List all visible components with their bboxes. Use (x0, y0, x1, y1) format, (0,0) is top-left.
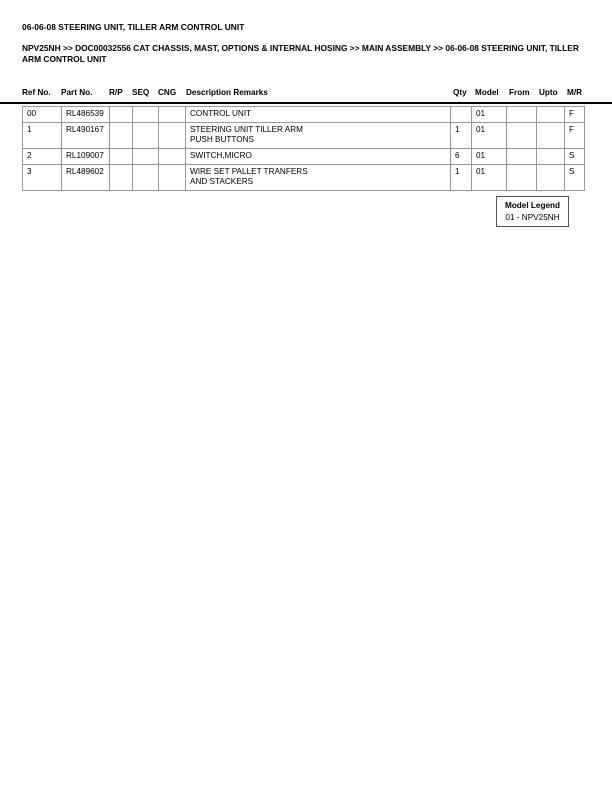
cell-cng (159, 164, 186, 190)
cell-part-no: RL489602 (62, 164, 110, 190)
header-divider (0, 102, 612, 104)
cell-ref-no: 1 (23, 123, 62, 149)
header-description: Description Remarks (186, 88, 268, 97)
cell-cng (159, 107, 186, 123)
cell-qty: 1 (451, 164, 472, 190)
header-from: From (509, 88, 530, 97)
cell-from (507, 107, 537, 123)
cell-qty (451, 107, 472, 123)
cell-upto (537, 164, 565, 190)
parts-table (22, 106, 585, 191)
cell-rp (110, 148, 133, 164)
cell-ref-no: 2 (23, 148, 62, 164)
cell-description: CONTROL UNIT (186, 107, 451, 123)
cell-from (507, 164, 537, 190)
cell-from (507, 148, 537, 164)
table-header (0, 87, 612, 101)
cell-model: 01 (472, 164, 507, 190)
header-cng: CNG (158, 88, 177, 97)
table-row (23, 107, 585, 123)
legend-title: Model Legend (504, 201, 561, 210)
cell-seq (133, 148, 159, 164)
cell-part-no: RL486539 (62, 107, 110, 123)
cell-part-no: RL490167 (62, 123, 110, 149)
header-upto: Upto (539, 88, 558, 97)
cell-mr: S (565, 148, 585, 164)
cell-qty: 6 (451, 148, 472, 164)
cell-seq (133, 164, 159, 190)
cell-ref-no: 00 (23, 107, 62, 123)
cell-description: SWITCH,MICRO (186, 148, 451, 164)
header-part-no: Part No. (61, 88, 93, 97)
cell-rp (110, 123, 133, 149)
header-seq: SEQ (132, 88, 150, 97)
table-row (23, 123, 585, 149)
header-qty: Qty (453, 88, 467, 97)
cell-seq (133, 107, 159, 123)
table-row (23, 164, 585, 190)
header-model: Model (475, 88, 499, 97)
cell-upto (537, 107, 565, 123)
cell-mr: S (565, 164, 585, 190)
breadcrumb: NPV25NH >> DOC00032556 CAT CHASSIS, MAST, OPTIONS & INTERNAL HOSING >> MAIN ASSEMBLY >> 06-06-08 STEERING UNIT, TILLER ARM CONTROL UNIT (22, 43, 579, 64)
cell-from (507, 123, 537, 149)
legend-entry: 01 - NPV25NH (505, 213, 560, 222)
cell-cng (159, 148, 186, 164)
cell-rp (110, 107, 133, 123)
cell-rp (110, 164, 133, 190)
cell-mr: F (565, 107, 585, 123)
page-title: 06-06-08 STEERING UNIT, TILLER ARM CONTROL UNIT (22, 22, 245, 32)
cell-description: WIRE SET PALLET TRANFERS AND STACKERS (186, 164, 451, 190)
table-row (23, 148, 585, 164)
header-mr: M/R (567, 88, 583, 97)
header-rp: R/P (109, 88, 123, 97)
cell-model: 01 (472, 123, 507, 149)
cell-upto (537, 148, 565, 164)
cell-ref-no: 3 (23, 164, 62, 190)
cell-upto (537, 123, 565, 149)
cell-qty: 1 (451, 123, 472, 149)
model-legend (496, 196, 569, 227)
cell-model: 01 (472, 148, 507, 164)
cell-seq (133, 123, 159, 149)
cell-description: STEERING UNIT TILLER ARM PUSH BUTTONS (186, 123, 451, 149)
cell-cng (159, 123, 186, 149)
cell-model: 01 (472, 107, 507, 123)
cell-mr: F (565, 123, 585, 149)
header-ref-no: Ref No. (22, 88, 51, 97)
cell-part-no: RL109007 (62, 148, 110, 164)
